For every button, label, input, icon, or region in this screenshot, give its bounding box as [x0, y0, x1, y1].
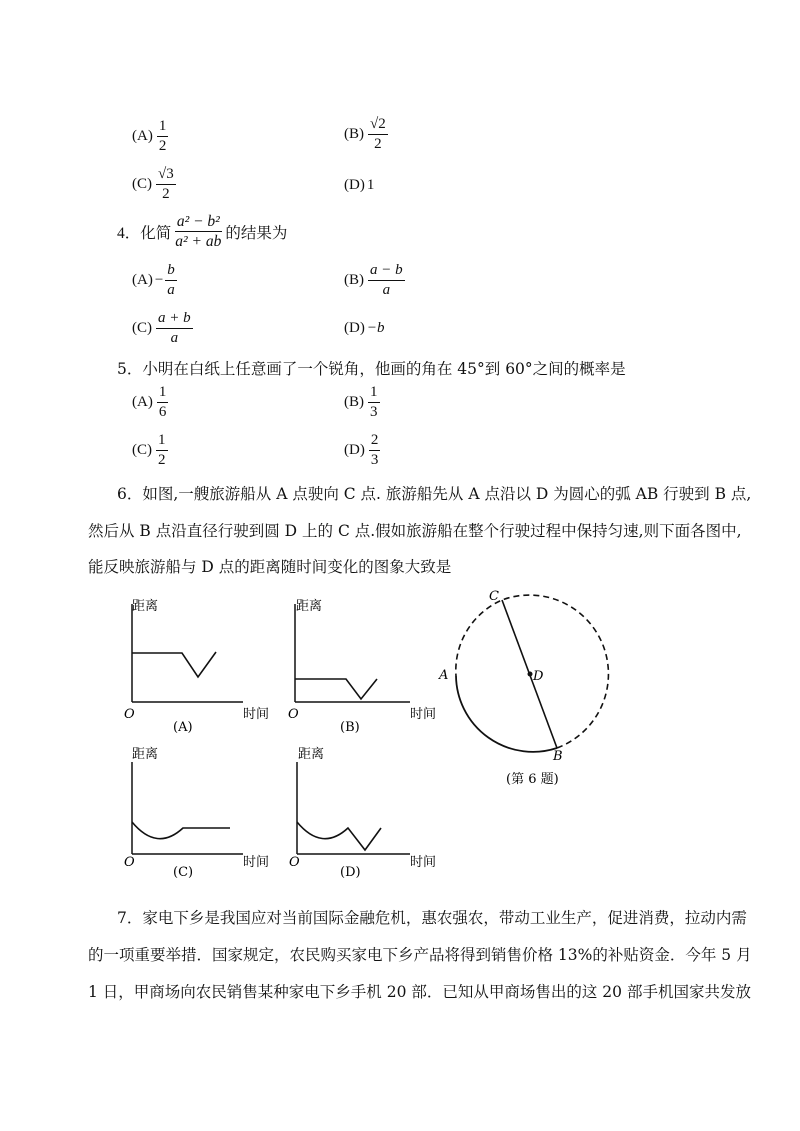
question-number: 4．: [117, 224, 141, 242]
numerator: √3: [156, 166, 176, 185]
graph-d: [289, 747, 436, 880]
graph-curve: [132, 822, 230, 839]
denominator: 2: [162, 186, 170, 202]
graph-curve: [295, 679, 377, 699]
denominator: a: [170, 330, 179, 346]
q6-line-2: 然后从 B 点沿直径行驶到圆 D 上的 C 点.假如旅游船在整个行驶过程中保持匀速,则下面各图中,: [88, 522, 742, 540]
option-label: (B): [344, 126, 364, 142]
x-axis-label: 时间: [410, 855, 437, 870]
numerator: a² − b²: [176, 213, 220, 230]
option-label: (B): [344, 394, 364, 410]
option-label: (C): [132, 320, 152, 336]
graph-label: (C): [173, 865, 194, 880]
graph-label: (D): [340, 865, 361, 880]
label-a: A: [439, 668, 449, 683]
x-axis-label: 时间: [243, 855, 270, 870]
y-axis-label: 距离: [132, 599, 159, 614]
arc-ab: [456, 676, 557, 752]
option-label: (A): [132, 394, 153, 410]
denominator: a: [167, 282, 175, 298]
numerator: 2: [369, 432, 381, 451]
numerator: 1: [157, 384, 169, 403]
label-d: D: [533, 669, 544, 684]
numerator: 1: [368, 384, 380, 403]
graph-curve: [297, 822, 381, 850]
option-label: (A): [132, 272, 153, 288]
option-label: (D): [344, 320, 365, 336]
q5-stem: 5．小明在白纸上任意画了一个锐角，他画的角在 45°到 60°之间的概率是: [117, 360, 626, 378]
graph-curve: [132, 652, 216, 677]
denominator: 6: [158, 404, 167, 420]
option-value: −b: [366, 320, 385, 336]
option-label: (A): [132, 128, 153, 144]
origin-label: O: [289, 855, 300, 870]
option-label: (D): [344, 177, 365, 193]
option-label: (D): [344, 442, 365, 458]
question-text: 的结果为: [225, 224, 288, 242]
q6-line-1: 6．如图,一艘旅游船从 A 点驶向 C 点. 旅游船先从 A 点沿以 D 为圆心的弧 AB 行驶到 B 点,: [117, 485, 752, 503]
x-axis-label: 时间: [243, 707, 270, 722]
denominator: 2: [158, 452, 166, 468]
y-axis-label: 距离: [296, 599, 323, 614]
denominator: 2: [158, 138, 167, 154]
center-point: [528, 672, 533, 677]
option-label: (B): [344, 272, 364, 288]
figure-caption: (第 6 题): [506, 772, 559, 787]
q7-line-3: 1 日，甲商场向农民销售某种家电下乡手机 20 部．已知从甲商场售出的这 20 部手机国家共发放: [88, 983, 751, 1001]
graph-b: [288, 599, 436, 735]
graph-a: [124, 599, 269, 735]
option-label: (C): [132, 442, 152, 458]
minus-sign: −: [154, 272, 164, 288]
numerator: 1: [157, 118, 169, 137]
label-b: B: [553, 749, 563, 764]
q7-line-1: 7．家电下乡是我国应对当前国际金融危机，惠农强农，带动工业生产，促进消费，拉动内需: [117, 909, 747, 927]
circle-diagram: [438, 589, 608, 787]
option-label: (C): [132, 176, 152, 192]
x-axis-label: 时间: [410, 707, 437, 722]
origin-label: O: [124, 855, 135, 870]
origin-label: O: [124, 707, 135, 722]
numerator: b: [165, 262, 177, 281]
denominator: a: [382, 282, 391, 298]
y-axis-label: 距离: [298, 747, 325, 762]
denominator: 3: [370, 452, 379, 468]
numerator: a + b: [156, 310, 193, 329]
numerator: a − b: [368, 262, 405, 281]
question-text: 化简: [140, 224, 172, 242]
numerator: √2: [368, 116, 388, 135]
graph-c: [124, 747, 269, 880]
origin-label: O: [288, 707, 299, 722]
denominator: 2: [374, 136, 382, 152]
denominator: a² + ab: [175, 233, 222, 250]
q7-line-2: 的一项重要举措．国家规定，农民购买家电下乡产品将得到销售价格 13%的补贴资金．今年 5 月: [88, 946, 752, 964]
y-axis-label: 距离: [132, 747, 159, 762]
label-c: C: [489, 589, 499, 604]
graph-label: (A): [173, 720, 193, 735]
graph-label: (B): [340, 720, 360, 735]
option-value: 1: [366, 177, 375, 193]
denominator: 3: [370, 404, 378, 420]
numerator: 1: [156, 432, 168, 451]
q6-line-3: 能反映旅游船与 D 点的距离随时间变化的图象大致是: [88, 558, 452, 576]
